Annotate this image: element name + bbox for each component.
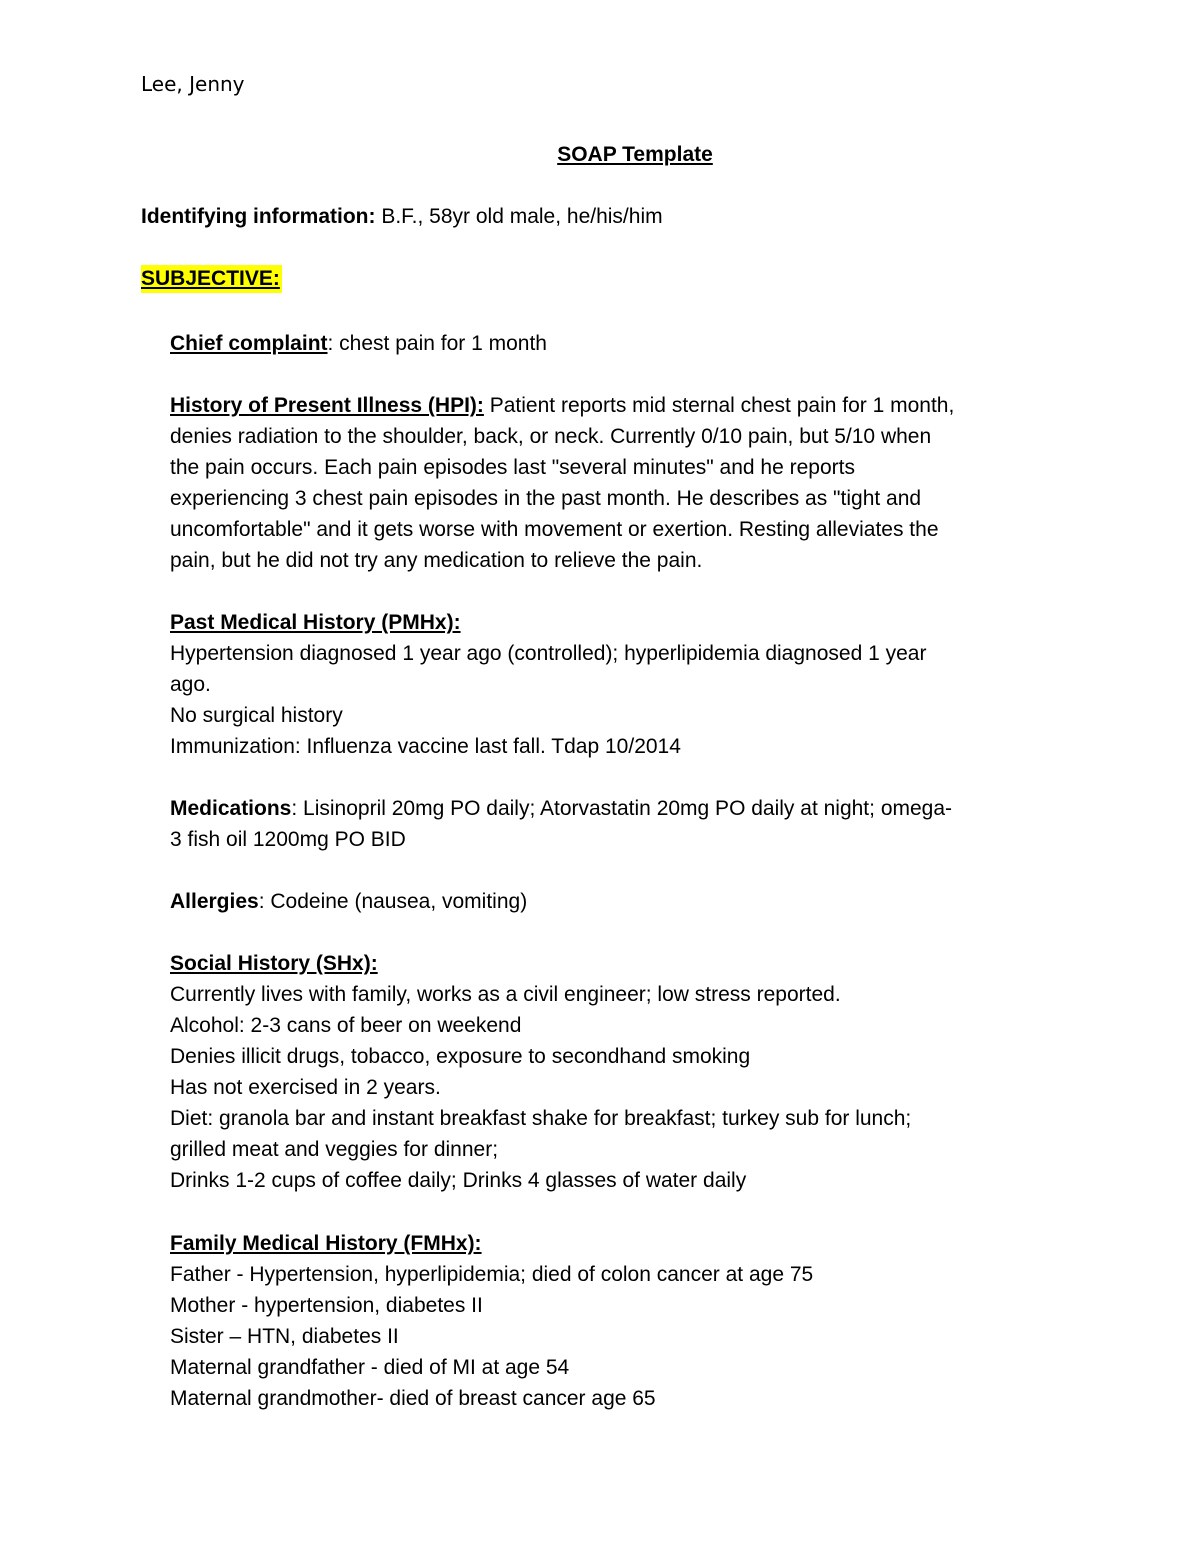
- shx-label: Social History (SHx):: [170, 952, 378, 975]
- shx-line: Diet: granola bar and instant breakfast shake for breakfast; turkey sub for lunch;: [170, 1107, 912, 1130]
- fmhx-line: Maternal grandmother- died of breast cancer age 65: [170, 1387, 656, 1410]
- pmhx-line: No surgical history: [170, 704, 343, 727]
- medications-section: [170, 793, 1070, 855]
- hpi-line: experiencing 3 chest pain episodes in the past month. He describes as "tight and: [170, 487, 922, 510]
- allergies-section: [170, 886, 1070, 917]
- document-title: SOAP Template: [557, 143, 713, 166]
- author-name: Lee, Jenny: [141, 72, 245, 96]
- hpi-line: denies radiation to the shoulder, back, or neck. Currently 0/10 pain, but 5/10 when: [170, 425, 932, 448]
- allergies-value: : Codeine (nausea, vomiting): [258, 890, 528, 913]
- chief-complaint-section: [170, 328, 1070, 359]
- pmhx-line: ago.: [170, 673, 211, 696]
- chief-complaint-label: Chief complaint: [170, 332, 328, 355]
- identifying-label: Identifying information:: [141, 205, 376, 228]
- shx-line: Denies illicit drugs, tobacco, exposure to secondhand smoking: [170, 1045, 751, 1068]
- hpi-line: Patient reports mid sternal chest pain for 1 month,: [483, 394, 955, 417]
- hpi-label: History of Present Illness (HPI):: [170, 394, 484, 417]
- hpi-line: the pain occurs. Each pain episodes last "several minutes" and he reports: [170, 456, 855, 479]
- shx-line: grilled meat and veggies for dinner;: [170, 1138, 499, 1161]
- subjective-heading: SUBJECTIVE:: [141, 265, 282, 293]
- fmhx-section: [170, 1228, 1070, 1414]
- medications-line: : Lisinopril 20mg PO daily; Atorvastatin 20mg PO daily at night; omega-: [291, 797, 953, 820]
- identifying-value: B.F., 58yr old male, he/his/him: [375, 205, 663, 228]
- medications-line: 3 fish oil 1200mg PO BID: [170, 828, 406, 851]
- hpi-line: uncomfortable" and it gets worse with movement or exertion. Resting alleviates the: [170, 518, 939, 541]
- chief-complaint-value: : chest pain for 1 month: [327, 332, 547, 355]
- allergies-label: Allergies: [170, 890, 259, 913]
- medications-label: Medications: [170, 797, 292, 820]
- pmhx-label: Past Medical History (PMHx):: [170, 611, 461, 634]
- hpi-section: [170, 390, 1070, 576]
- fmhx-line: Mother - hypertension, diabetes II: [170, 1294, 483, 1317]
- pmhx-line: Immunization: Influenza vaccine last fall. Tdap 10/2014: [170, 735, 681, 758]
- hpi-line: pain, but he did not try any medication to relieve the pain.: [170, 549, 703, 572]
- fmhx-line: Maternal grandfather - died of MI at age 54: [170, 1356, 570, 1379]
- shx-section: [170, 948, 1070, 1196]
- shx-line: Drinks 1-2 cups of coffee daily; Drinks 4 glasses of water daily: [170, 1169, 747, 1192]
- fmhx-line: Sister – HTN, diabetes II: [170, 1325, 399, 1348]
- shx-line: Currently lives with family, works as a civil engineer; low stress reported.: [170, 983, 841, 1006]
- shx-line: Has not exercised in 2 years.: [170, 1076, 441, 1099]
- pmhx-line: Hypertension diagnosed 1 year ago (controlled); hyperlipidemia diagnosed 1 year: [170, 642, 927, 665]
- fmhx-label: Family Medical History (FMHx):: [170, 1232, 482, 1255]
- pmhx-section: [170, 607, 1070, 762]
- fmhx-line: Father - Hypertension, hyperlipidemia; died of colon cancer at age 75: [170, 1263, 814, 1286]
- identifying-information: [141, 203, 663, 231]
- shx-line: Alcohol: 2-3 cans of beer on weekend: [170, 1014, 522, 1037]
